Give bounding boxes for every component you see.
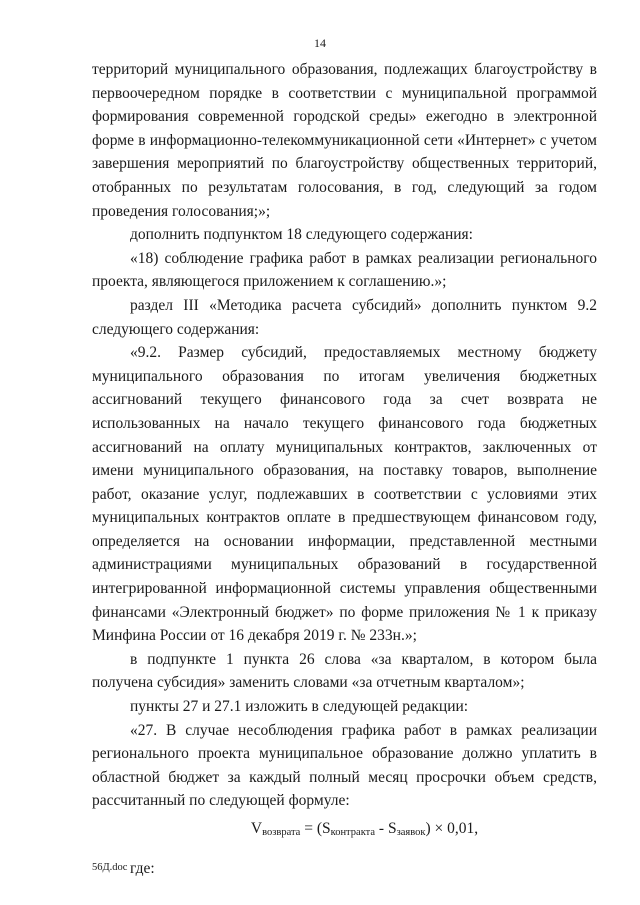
- formula-tail: ) × 0,01,: [425, 820, 479, 837]
- paragraph-5: «9.2. Размер субсидий, предоставляемых местному бюджету муниципального образования по итогам увеличения бюджетных ассигнований текущего финансового года за счет возврата не использованных на начало текущего финансового года бюджетных ассигнований на оплату муниципальных контрактов, заключенных от имени муниципального образования, на поставку товаров, выполнение работ, оказание услуг, подлежавших в соответствии с условиями этих муниципальных контрактов оплате в предшествующем финансовом году, определяется на основании информации, представленной местными администрациями муниципальных образований в государственной интегрированной информационной системы управления общественными финансами «Электронный бюджет» по форме приложения № 1 к приказу Минфина России от 16 декабря 2019 г. № 233н.»;: [92, 344, 597, 645]
- formula-v: V: [250, 820, 263, 837]
- paragraph-6: в подпункте 1 пункта 26 слова «за кварталом, в котором была получена субсидия» заменить словами «за отчетным кварталом»;: [92, 650, 597, 692]
- footer-filename: 56Д.doc: [92, 862, 128, 873]
- paragraph-4: раздел III «Методика расчета субсидий» дополнить пунктом 9.2 следующего содержания:: [92, 296, 597, 338]
- formula-s1-sub: контракта: [330, 827, 376, 838]
- formula-minus: - S: [375, 820, 397, 837]
- paragraph-3: «18) соблюдение графика работ в рамках реализации регионального проекта, являющегося приложением к соглашению.»;: [92, 249, 597, 291]
- document-body: [92, 58, 597, 880]
- formula-eq-open: = (S: [300, 820, 331, 837]
- paragraph-7: пункты 27 и 27.1 изложить в следующей редакции:: [130, 698, 469, 716]
- paragraph-2: дополнить подпунктом 18 следующего содержания:: [130, 226, 473, 244]
- paragraph-1: территорий муниципального образования, подлежащих благоустройству в первоочередном порядке в соответствии с муниципальной программой формирования современной городской среды» ежегодно в электронной форме в информационно-телекоммуникационной сети «Интернет» с учетом завершения мероприятий по благоустройству общественных территорий, отобранных по результатам голосования, в год, следующий за годом проведения голосования;»;: [92, 61, 597, 220]
- page-number: 14: [314, 36, 326, 50]
- paragraph-8: «27. В случае несоблюдения графика работ в рамках реализации регионального проекта муниципальное образование должно уплатить в областной бюджет за каждый полный месяц просрочки объем средств, рассчитанный по следующей формуле:: [92, 721, 597, 810]
- formula: [92, 817, 597, 845]
- formula-s2-sub: заявок: [396, 827, 426, 838]
- formula-v-sub: возврата: [262, 827, 301, 838]
- where-label: где:: [130, 859, 155, 877]
